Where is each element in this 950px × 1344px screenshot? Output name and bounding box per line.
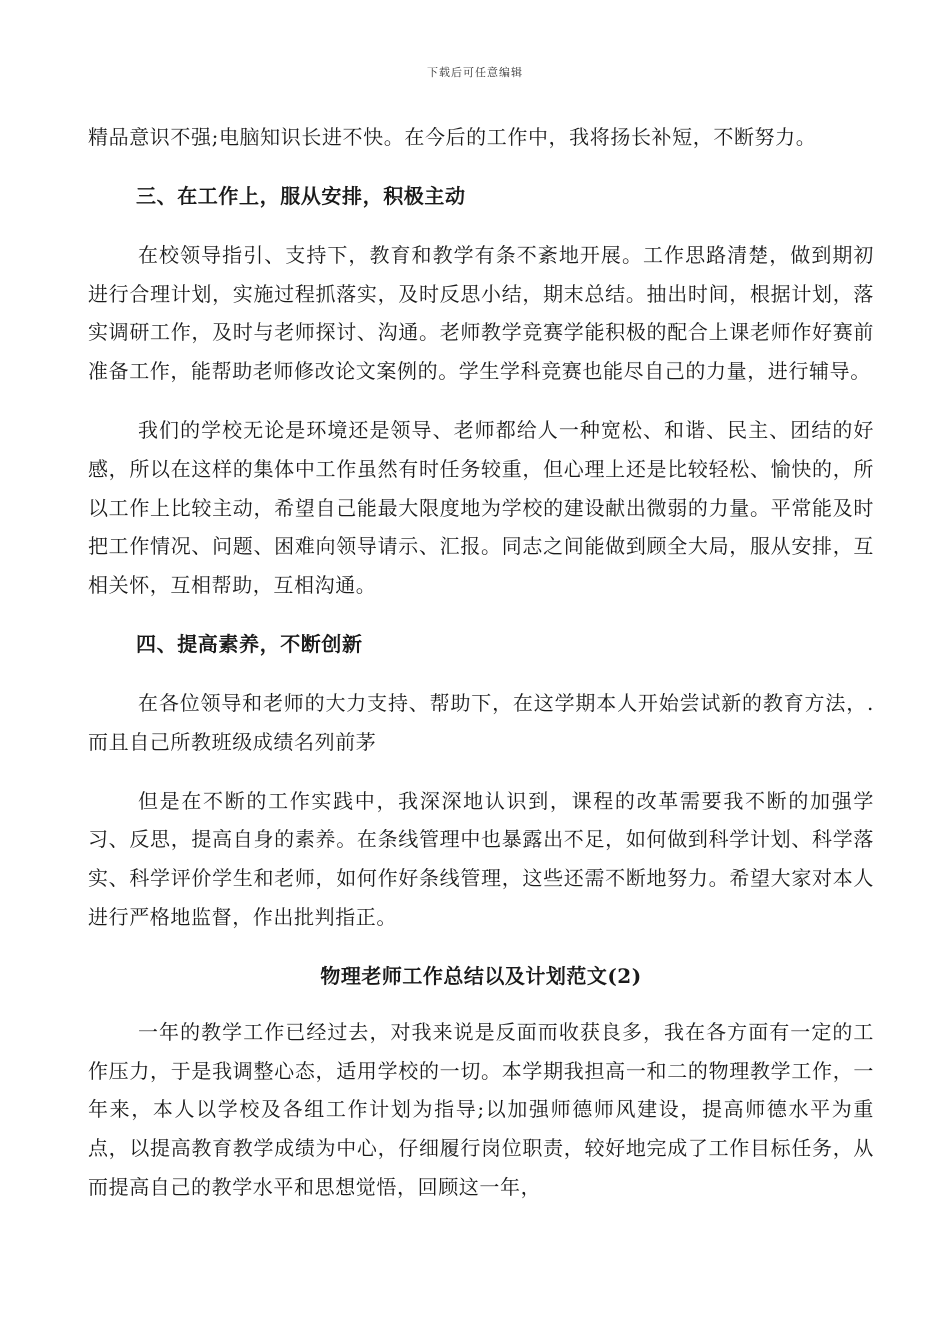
paragraph-reflection: 但是在不断的工作实践中，我深深地认识到，课程的改革需要我不断的加强学习、反思，提高自身的素养。在条线管理中也暴露出不足，如何做到科学计划、科学落实、科学评价学生和老师，如何作好条线管理，这些还需不断地努力。希望大家对本人进行严格地监督，作出批判指正。 <box>88 788 874 929</box>
paragraph-new-methods: 在各位领导和老师的大力支持、帮助下，在这学期本人开始尝试新的教育方法，.而且自己所教班级成绩名列前茅 <box>88 690 874 754</box>
paragraph-continuation: 精品意识不强;电脑知识长进不快。在今后的工作中，我将扬长补短，不断努力。 <box>88 125 817 149</box>
document-title-2: 物理老师工作总结以及计划范文(2) <box>320 963 642 988</box>
page-header-note: 下载后可任意编辑 <box>427 66 523 79</box>
paragraph-work-arrangement: 在校领导指引、支持下，教育和教学有条不紊地开展。工作思路清楚，做到期初进行合理计划，实施过程抓落实，及时反思小结，期末总结。抽出时间，根据计划，落实调研工作，及时与老师探讨、沟通。老师教学竞赛学能积极的配合上课老师作好赛前准备工作，能帮助老师修改论文案例的。学生学科竞赛也能尽自己的力量，进行辅导。 <box>88 242 874 384</box>
paragraph-year-summary: 一年的教学工作已经过去，对我来说是反面而收获良多，我在各方面有一定的工作压力，于是我调整心态，适用学校的一切。本学期我担高一和二的物理教学工作，一年来，本人以学校及各组工作计划为指导;以加强师德师风建设，提高师德水平为重点，以提高教育教学成绩为中心，仔细履行岗位职责，较好地完成了工作目标任务，从而提高自己的教学水平和思想觉悟，回顾这一年， <box>88 1019 874 1199</box>
section-heading-4: 四、提高素养，不断创新 <box>136 631 363 656</box>
section-heading-3: 三、在工作上，服从安排，积极主动 <box>136 183 466 208</box>
paragraph-school-environment: 我们的学校无论是环境还是领导、老师都给人一种宽松、和谐、民主、团结的好感，所以在这样的集体中工作虽然有时任务较重，但心理上还是比较轻松、愉快的，所以工作上比较主动，希望自己能最大限度地为学校的建设献出微弱的力量。平常能及时把工作情况、问题、困难向领导请示、汇报。同志之间能做到顾全大局，服从安排，互相关怀，互相帮助，互相沟通。 <box>88 417 874 598</box>
document-body <box>88 118 874 1207</box>
